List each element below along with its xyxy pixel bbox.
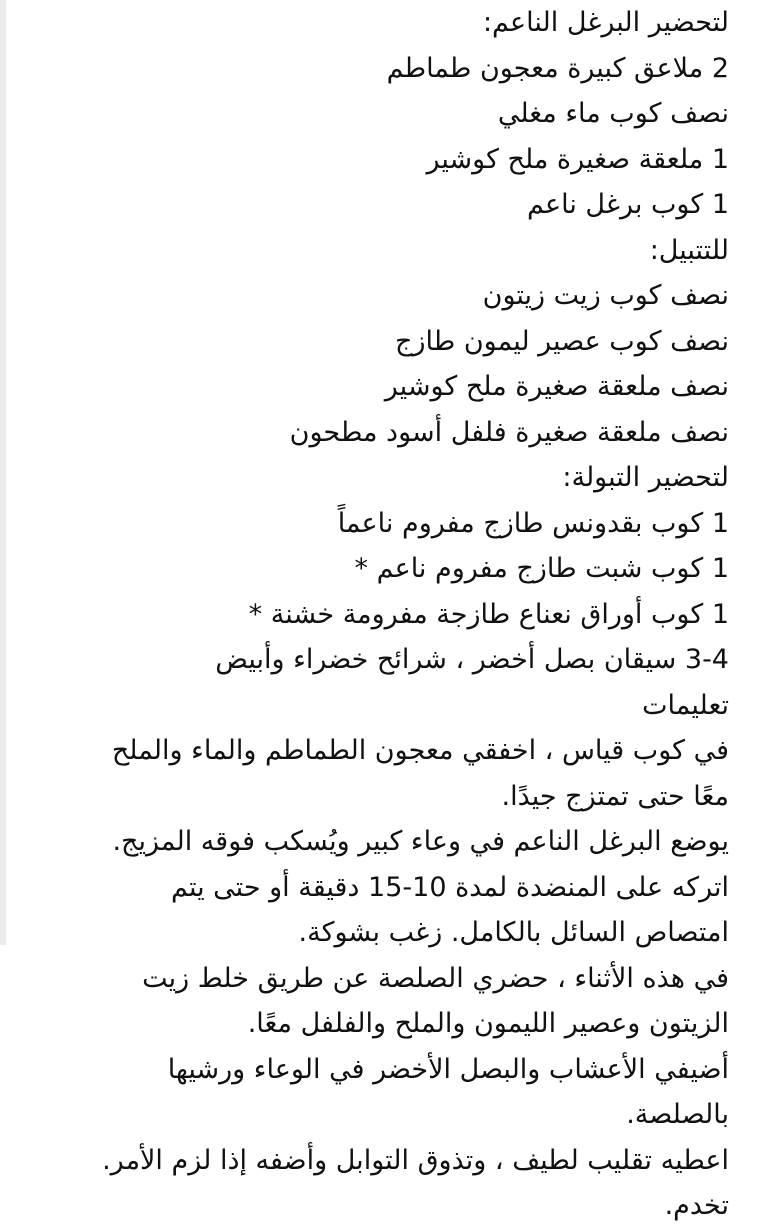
instruction-line: اعطيه تقليب لطيف ، وتذوق التوابل وأضفه إذا لزم الأمر. <box>102 1144 729 1176</box>
ingredient-dill: 1 كوب شبت طازج مفروم ناعم * <box>354 553 729 584</box>
section-heading-instructions: تعليمات <box>642 689 729 721</box>
section-heading-dressing: للتتبيل: <box>649 234 729 266</box>
instruction-line: في كوب قياس ، اخفقي معجون الطماطم والماء والملح <box>111 735 729 766</box>
ingredient-mint: 1 كوب أوراق نعناع طازجة مفرومة خشنة * <box>248 598 729 630</box>
ingredient-olive-oil: نصف كوب زيت زيتون <box>482 280 729 311</box>
ingredient-dressing-salt: نصف ملعقة صغيرة ملح كوشير <box>384 371 729 402</box>
instruction-line: الزيتون وعصير الليمون والملح والفلفل معًا. <box>247 1008 729 1039</box>
instruction-line: في هذه الأثناء ، حضري الصلصة عن طريق خلط زيت <box>142 962 729 994</box>
instruction-line: معًا حتى تمتزج جيدًا. <box>501 780 729 812</box>
recipe-note <box>24 0 729 1229</box>
ingredient-green-onion: 3-4 سيقان بصل أخضر ، شرائح خضراء وأبيض <box>215 644 729 675</box>
instruction-line: أضيفي الأعشاب والبصل الأخضر في الوعاء ورشيها <box>167 1053 729 1085</box>
ingredient-lemon-juice: نصف كوب عصير ليمون طازج <box>395 325 729 357</box>
ingredient-tomato-paste: 2 ملاعق كبيرة معجون طماطم <box>386 52 729 84</box>
instruction-line: اتركه على المنضدة لمدة 10-15 دقيقة أو حتى يتم <box>170 871 729 903</box>
instruction-line: بالصلصة. <box>626 1099 729 1130</box>
ingredient-salt: 1 ملعقة صغيرة ملح كوشير <box>426 143 729 175</box>
instruction-line: تخدم. <box>664 1190 729 1221</box>
ingredient-boiling-water: نصف كوب ماء مغلي <box>497 98 729 129</box>
section-heading-bulgur: لتحضير البرغل الناعم: <box>482 7 729 38</box>
instruction-line: امتصاص السائل بالكامل. زغب بشوكة. <box>298 917 729 948</box>
ingredient-bulgur: 1 كوب برغل ناعم <box>527 189 729 220</box>
ingredient-parsley: 1 كوب بقدونس طازج مفروم ناعماً <box>337 507 729 539</box>
ingredient-black-pepper: نصف ملعقة صغيرة فلفل أسود مطحون <box>289 416 729 448</box>
scroll-indicator[interactable] <box>0 0 6 945</box>
section-heading-tabbouleh: لتحضير التبولة: <box>562 462 729 493</box>
instruction-line: يوضع البرغل الناعم في وعاء كبير ويُسكب فوقه المزيج. <box>112 826 729 857</box>
